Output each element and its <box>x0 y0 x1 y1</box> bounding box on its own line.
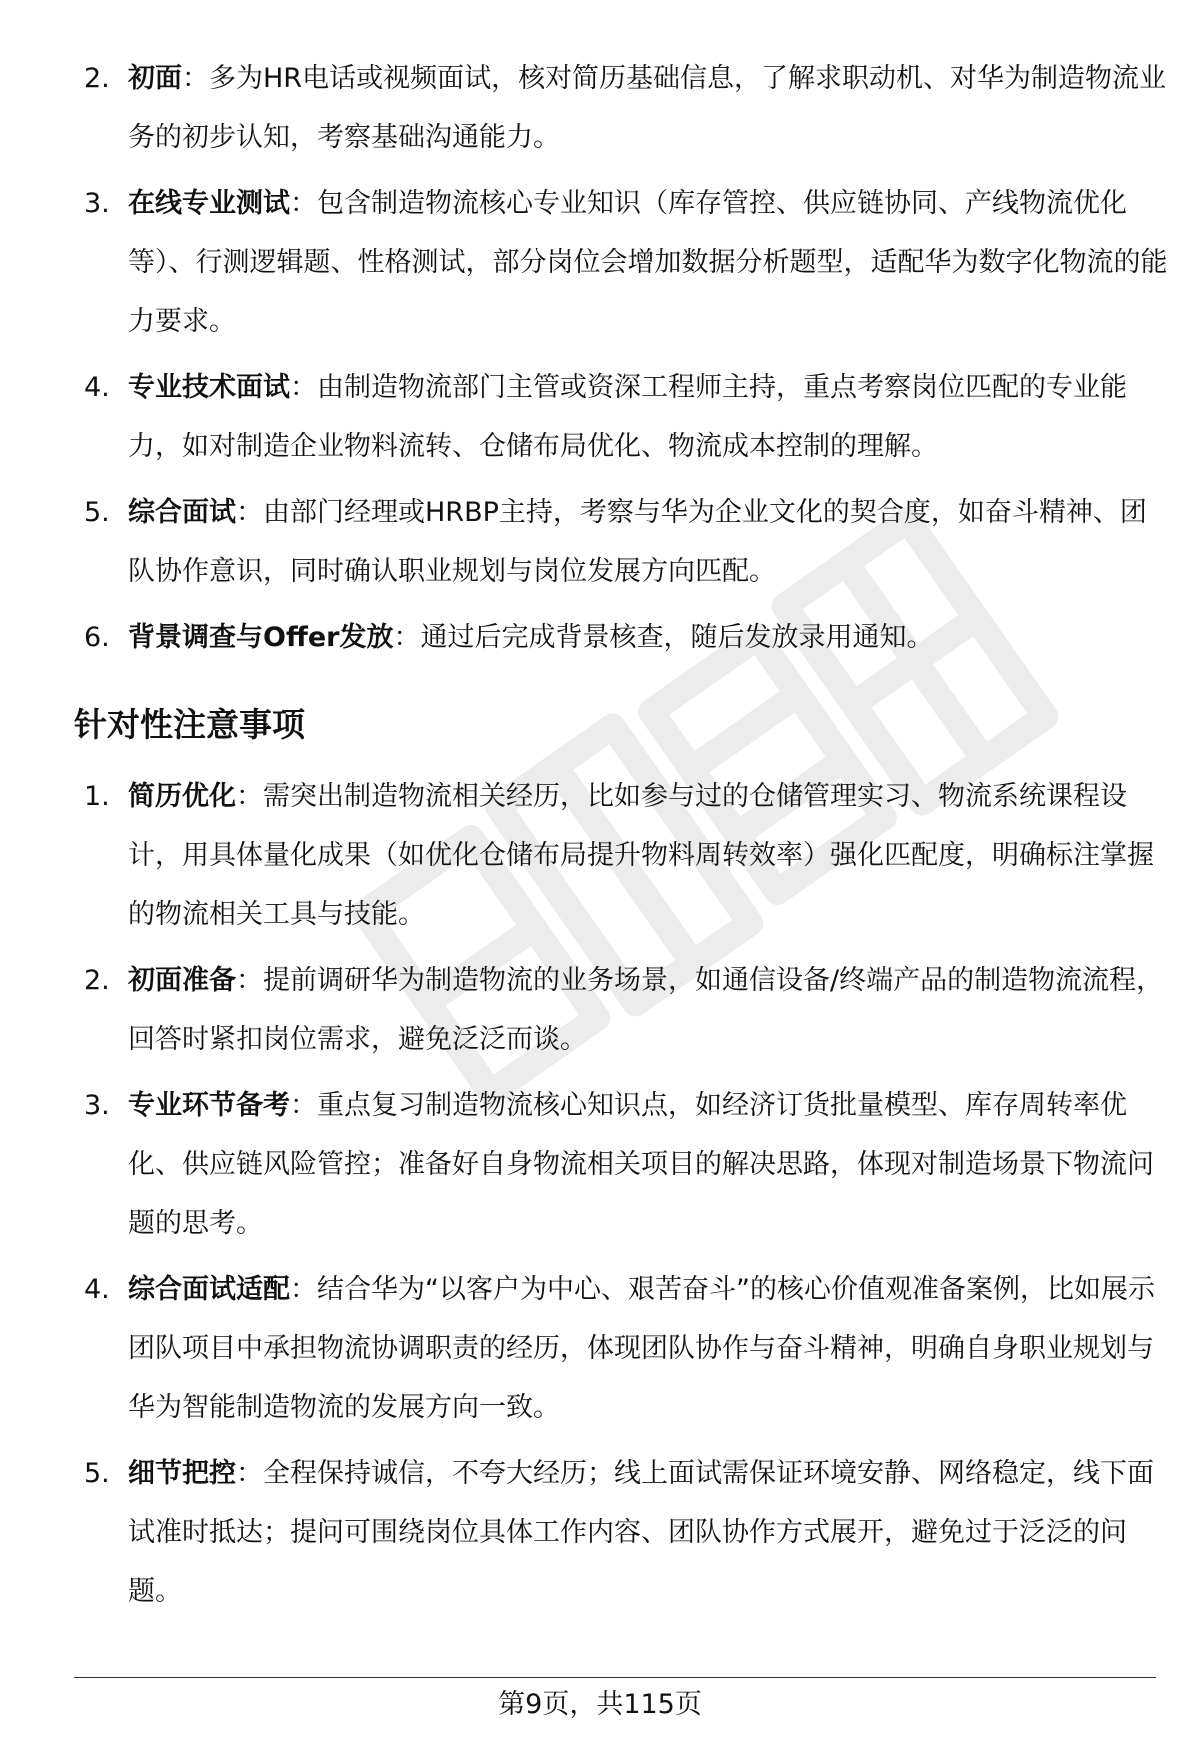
list-item-body <box>128 174 1173 351</box>
list-item-separator: ： <box>290 372 317 403</box>
list-item-text: 提前调研华为制造物流的业务场景，如通信设备/终端产品的制造物流流程，回答时紧扣岗位需求，避免泛泛而谈。 <box>128 965 1164 1055</box>
list-item-number: 2. <box>84 965 110 996</box>
list-item-term: 背景调查与Offer发放 <box>128 622 394 653</box>
list-item-text: 通过后完成背景核查，随后发放录用通知。 <box>420 622 934 653</box>
list-item <box>0 358 1173 476</box>
list-item-separator: ： <box>236 965 263 996</box>
list-item <box>0 483 1173 601</box>
list-item-text: 结合华为“以客户为中心、艰苦奋斗”的核心价值观准备案例，比如展示团队项目中承担物流协调职责的经历，体现团队协作与奋斗精神，明确自身职业规划与华为智能制造物流的发展方向一致。 <box>128 1274 1155 1423</box>
list-item-term: 初面 <box>128 63 182 94</box>
list-item-term: 专业环节备考 <box>128 1090 290 1121</box>
list-item-number: 5. <box>84 497 110 528</box>
list-item <box>0 49 1173 167</box>
list-item-body <box>128 608 1173 667</box>
list-item <box>0 174 1173 351</box>
list-item-number: 5. <box>84 1458 110 1489</box>
list-item-body <box>128 49 1173 167</box>
list-item <box>0 608 1173 667</box>
list-item-number: 1. <box>84 781 110 812</box>
list-item-separator: ： <box>236 781 263 812</box>
list-item-number: 3. <box>84 188 110 219</box>
list-item-text: 由制造物流部门主管或资深工程师主持，重点考察岗位匹配的专业能力，如对制造企业物料流转、仓储布局优化、物流成本控制的理解。 <box>128 372 1127 462</box>
list-item-text: 包含制造物流核心专业知识（库存管控、供应链协同、产线物流优化等）、行测逻辑题、性格测试，部分岗位会增加数据分析题型，适配华为数字化物流的能力要求。 <box>128 188 1168 337</box>
list-item-separator: ： <box>290 1274 317 1305</box>
list-item-separator: ： <box>182 63 209 94</box>
list-item-term: 在线专业测试 <box>128 188 290 219</box>
list-item-number: 6. <box>84 622 110 653</box>
list-item-separator: ： <box>236 497 263 528</box>
list-item-body <box>128 1260 1173 1437</box>
section-heading: 针对性注意事项 <box>74 705 305 744</box>
list-item-term: 专业技术面试 <box>128 372 290 403</box>
list-item-text: 多为HR电话或视频面试，核对简历基础信息，了解求职动机、对华为制造物流业务的初步认知，考察基础沟通能力。 <box>128 63 1167 153</box>
list-item-number: 2. <box>84 63 110 94</box>
list-item <box>0 767 1173 944</box>
list-item <box>0 951 1173 1069</box>
footer-divider <box>74 1677 1156 1678</box>
list-item-separator: ： <box>290 1090 317 1121</box>
list-item-separator: ： <box>393 622 421 653</box>
list-item-text: 全程保持诚信，不夸大经历；线上面试需保证环境安静、网络稳定，线下面试准时抵达；提问可围绕岗位具体工作内容、团队协作方式展开，避免过于泛泛的问题。 <box>128 1458 1154 1607</box>
list-item <box>0 1444 1173 1621</box>
page-number: 第9页，共115页 <box>498 1689 702 1720</box>
list-item-text: 需突出制造物流相关经历，比如参与过的仓储管理实习、物流系统课程设计，用具体量化成果（如优化仓储布局提升物料周转效率）强化匹配度，明确标注掌握的物流相关工具与技能。 <box>128 781 1154 930</box>
list-item-body <box>128 1444 1173 1621</box>
list-item-body <box>128 483 1173 601</box>
list-item-separator: ： <box>290 188 317 219</box>
list-item <box>0 1076 1173 1253</box>
list-item-number: 4. <box>84 372 110 403</box>
list-item <box>0 1260 1173 1437</box>
list-item-term: 综合面试适配 <box>128 1274 290 1305</box>
interview-process-list <box>0 49 1200 674</box>
list-item-body <box>128 1076 1173 1253</box>
list-item-body <box>128 358 1173 476</box>
list-item-body <box>128 767 1173 944</box>
list-item-term: 细节把控 <box>128 1458 236 1489</box>
list-item-text: 由部门经理或HRBP主持，考察与华为企业文化的契合度，如奋斗精神、团队协作意识，同时确认职业规划与岗位发展方向匹配。 <box>128 497 1147 587</box>
list-item-separator: ： <box>236 1458 263 1489</box>
list-item-term: 初面准备 <box>128 965 236 996</box>
list-item-text: 重点复习制造物流核心知识点，如经济订货批量模型、库存周转率优化、供应链风险管控；准备好自身物流相关项目的解决思路，体现对制造场景下物流问题的思考。 <box>128 1090 1154 1239</box>
notes-list <box>0 767 1200 1628</box>
list-item-term: 综合面试 <box>128 497 236 528</box>
list-item-number: 4. <box>84 1274 110 1305</box>
list-item-body <box>128 951 1173 1069</box>
list-item-term: 简历优化 <box>128 781 236 812</box>
list-item-number: 3. <box>84 1090 110 1121</box>
